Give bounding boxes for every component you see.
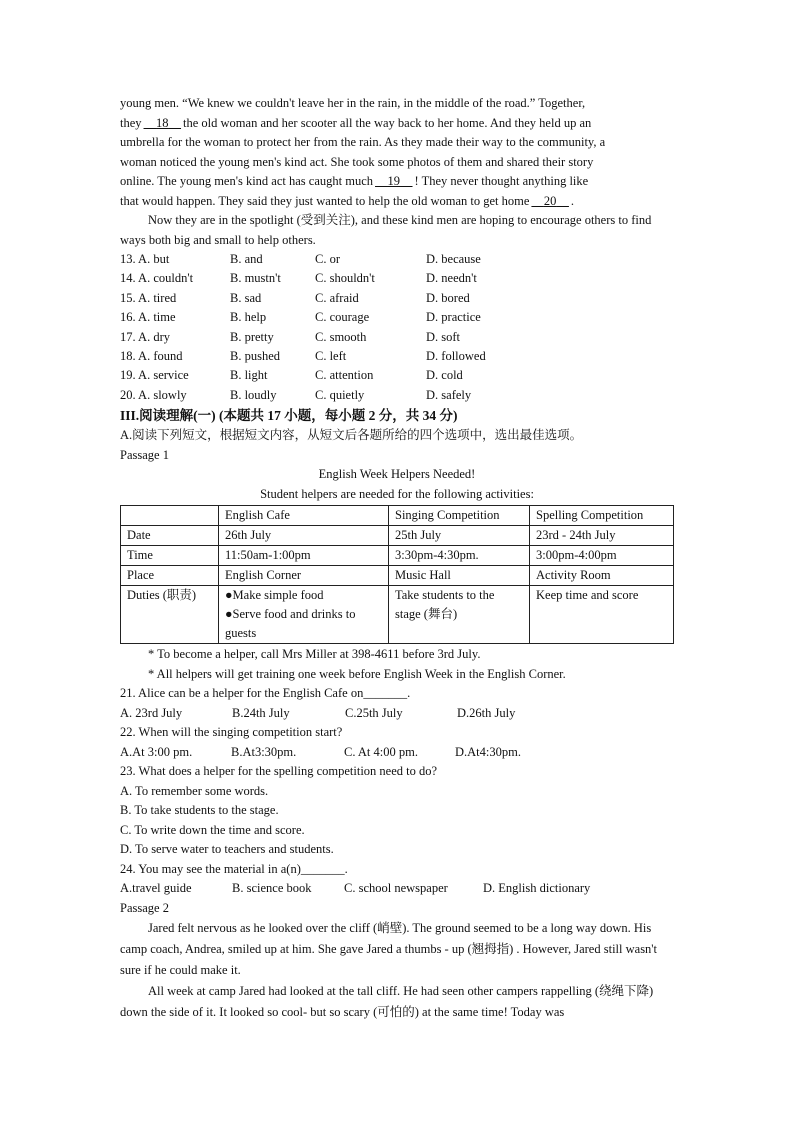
table-cell: Music Hall <box>389 566 530 586</box>
option-row: 13. A. but B. and C. or D. because <box>120 252 481 266</box>
question-23-option[interactable]: D. To serve water to teachers and students. <box>120 842 334 857</box>
table-row-label: Duties (职责) <box>121 586 219 644</box>
option-row: 18. A. found B. pushed C. left D. followed <box>120 349 486 364</box>
table-row <box>121 526 674 546</box>
blank-18: 18 <box>156 115 169 130</box>
option-row: 14. A. couldn't B. mustn't C. shouldn't D. needn't <box>120 271 477 286</box>
table-row <box>121 586 674 644</box>
blank-19: 19 <box>387 174 401 188</box>
table-cell: 23rd - 24th July <box>530 526 674 546</box>
table-cell: Activity Room <box>530 566 674 586</box>
notice-note: * All helpers will get training one week before English Week in the English Corner. <box>148 666 566 681</box>
question-23: 23. What does a helper for the spelling competition need to do? <box>120 764 438 779</box>
table-cell: 26th July <box>219 526 389 546</box>
question-22-options: A.At 3:00 pm. B.At3:30pm. C. At 4:00 pm. D.At4:30pm. <box>120 744 521 759</box>
blank-20: 20 <box>543 193 557 208</box>
passage-paragraph: All week at camp Jared had looked at the tall cliff. He had seen other campers rappelling (绕绳下降) down the side of it. It looked so cool- but so scary (可怕的) at the same time! Today was <box>120 984 654 1020</box>
story-line: online. The young men's kind act has caught much 19 ! They never thought anything like <box>120 174 589 188</box>
option-row: 20. A. slowly B. loudly C. quietly D. safely <box>120 387 472 402</box>
section-instruction: A.阅读下列短文，根据短文内容，从短文后各题所给的四个选项中，选出最佳选项。 <box>120 428 583 443</box>
table-row-label: Date <box>121 526 219 546</box>
passage-label: Passage 1 <box>120 447 169 462</box>
table-cell: 3:30pm-4:30pm. <box>389 546 530 566</box>
question-22: 22. When will the singing competition start? <box>120 725 343 740</box>
question-21-options: A. 23rd July B.24th July C.25th July D.26th July <box>120 705 516 720</box>
table-cell: 11:50am-1:00pm <box>219 546 389 566</box>
passage-paragraph: Jared felt nervous as he looked over the cliff (峭壁). The ground seemed to be a long way down. His camp coach, Andrea, smiled up at him. She gave Jared a thumbs - up (翘拇指) . However, Jared still wasn't sure if he could make it. <box>120 921 658 978</box>
exam-page <box>120 94 674 1023</box>
notice-subtitle: Student helpers are needed for the following activities: <box>260 486 534 501</box>
table-header-cell: Spelling Competition <box>530 506 674 526</box>
notice-title: English Week Helpers Needed! <box>318 467 476 482</box>
table-row <box>121 546 674 566</box>
table-cell: Keep time and score <box>530 586 674 644</box>
table-row-label: Place <box>121 566 219 586</box>
story-line: umbrella for the woman to protect her from the rain. As they made their way to the community, a <box>120 135 606 149</box>
table-header-cell: English Cafe <box>219 506 389 526</box>
option-row: 19. A. service B. light C. attention D. cold <box>120 368 463 383</box>
question-24-options: A.travel guide B. science book C. school newspaper D. English dictionary <box>120 881 591 896</box>
option-row: 15. A. tired B. sad C. afraid D. bored <box>120 290 470 305</box>
question-24: 24. You may see the material in a(n)_______. <box>120 861 348 876</box>
story-line: woman noticed the young men's kind act. She took some photos of them and shared their story <box>120 154 594 169</box>
notice-note: * To become a helper, call Mrs Miller at 398-4611 before 3rd July. <box>148 647 481 662</box>
option-row: 17. A. dry B. pretty C. smooth D. soft <box>120 329 461 344</box>
question-21: 21. Alice can be a helper for the English Cafe on_______. <box>120 686 411 701</box>
table-cell: 3:00pm-4:00pm <box>530 546 674 566</box>
table-cell <box>121 506 219 526</box>
section-title: III.阅读理解(一) (本题共 17 小题，每小题 2 分，共 34 分) <box>120 408 458 424</box>
option-row: 16. A. time B. help C. courage D. practice <box>120 310 481 325</box>
table-header-cell: Singing Competition <box>389 506 530 526</box>
question-23-option[interactable]: A. To remember some words. <box>120 783 269 798</box>
table-row <box>121 566 674 586</box>
story-line: that would happen. They said they just wanted to help the old woman to get home 20 . <box>120 193 575 208</box>
question-23-option[interactable]: C. To write down the time and score. <box>120 822 305 837</box>
table-cell: ●Make simple food ●Serve food and drinks to guests <box>219 586 389 644</box>
table-cell: English Corner <box>219 566 389 586</box>
passage-label: Passage 2 <box>120 900 169 915</box>
story-line: young men. “We knew we couldn't leave her in the rain, in the middle of the road.” Together, <box>120 96 586 110</box>
table-cell: 25th July <box>389 526 530 546</box>
table-row-label: Time <box>121 546 219 566</box>
cloze-options <box>120 250 674 405</box>
table-cell: Take students to the stage (舞台) <box>389 586 530 644</box>
helpers-table <box>120 505 674 644</box>
story-line: they 18 the old woman and her scooter all the way back to her home. And they held up an <box>120 115 592 130</box>
question-23-option[interactable]: B. To take students to the stage. <box>120 803 279 818</box>
story-paragraph: Now they are in the spotlight (受到关注), and these kind men are hoping to encourage others to find ways both big and small to help others. <box>120 213 652 247</box>
table-header-row <box>121 506 674 526</box>
